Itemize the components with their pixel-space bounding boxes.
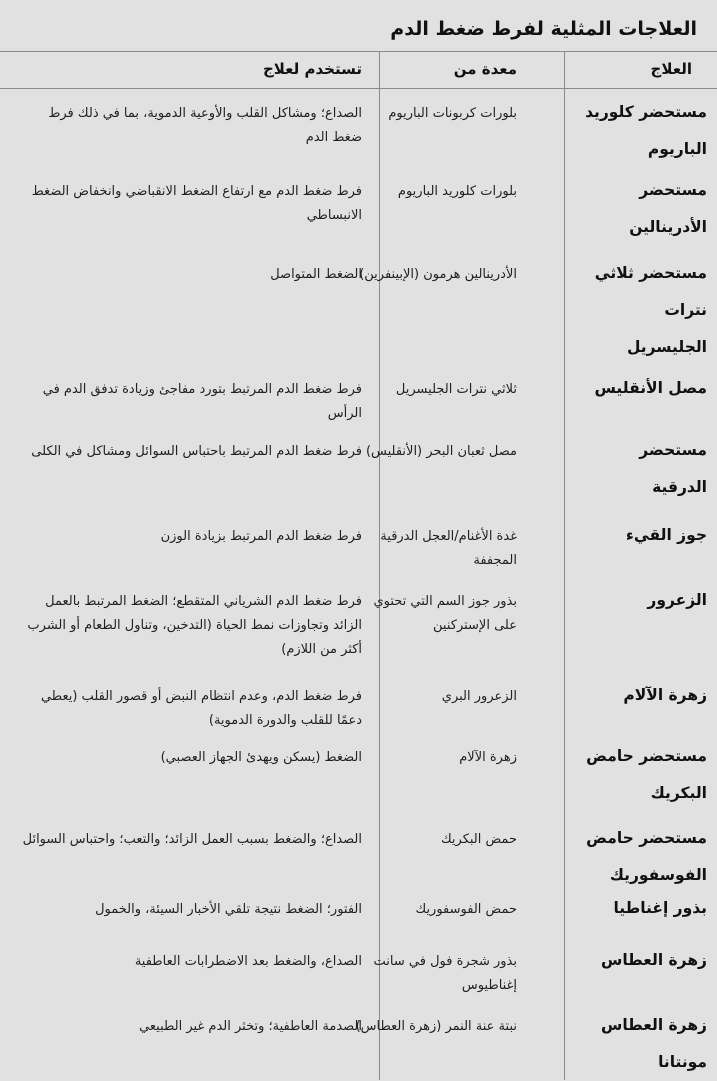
column-divider-1 [564, 52, 565, 1080]
prepared-from: ثلاثي نترات الجليسريل [395, 382, 517, 397]
prepared-from: زهرة الآلام [459, 750, 517, 765]
used-for: الصداع؛ ومشاكل القلب والأوعية الدموية، بما في ذلك فرط ضغط الدم [48, 106, 362, 145]
prepared-from: الزعرور البري [441, 689, 517, 704]
header-remedy: العلاج [650, 60, 692, 78]
prepared-from: بلورات كلوريد الباريوم [397, 184, 517, 199]
used-for: فرط ضغط الدم المرتبط بتورد مفاجئ وزيادة تدفق الدم في الرأس [42, 382, 362, 421]
prepared-from: بلورات كربونات الباريوم [388, 106, 517, 121]
used-for: فرط ضغط الدم، وعدم انتظام النبض أو قصور القلب (يعطي دعمًا للقلب والدورة الدموية) [40, 689, 362, 728]
header-divider [0, 88, 717, 89]
remedy-name: مستحضر حامض الفوسفوريك [586, 829, 707, 884]
used-for: فرط ضغط الدم المرتبط باحتباس السوائل ومشاكل في الكلى [31, 444, 362, 459]
used-for: فرط ضغط الدم الشرياني المتقطع؛ الضغط المرتبط بالعمل الزائد وتجاوزات نمط الحياة (التدخين، وتناول الطعام أو الشرب أكثر من اللازم) [27, 594, 362, 657]
prepared-from: حمض البكريك [440, 832, 517, 847]
used-for: فرط ضغط الدم مع ارتفاع الضغط الانقباضي وانخفاض الضغط الانبساطي [31, 184, 362, 223]
prepared-from: بذور جوز السم التي تحتوي على الإستركنين [373, 594, 517, 633]
prepared-from: نبتة عنة النمر (زهرة العطاس) [355, 1019, 517, 1034]
used-for: الصداع؛ والضغط بسبب العمل الزائد؛ والتعب؛ واحتباس السوائل [22, 832, 362, 847]
header-used-for: تستخدم لعلاج [262, 60, 362, 78]
prepared-from: غدة الأغنام/العجل الدرقية المجففة [380, 529, 517, 568]
used-for: فرط ضغط الدم المرتبط بزيادة الوزن [160, 529, 362, 544]
prepared-from: الأدرينالين هرمون (الإبينفرين) [359, 267, 517, 282]
remedy-name: جوز القيء [625, 526, 707, 544]
remedy-name: مستحضر الأدرينالين [629, 181, 707, 236]
page-title: العلاجات المثلية لفرط ضغط الدم [390, 18, 697, 40]
prepared-from: بذور شجرة فول في سانت إغناطيوس [373, 954, 517, 993]
remedies-table [0, 52, 717, 1080]
used-for: الفتور؛ الضغط نتيجة تلقي الأخبار السيئة، والخمول [95, 902, 362, 917]
used-for: الصدمة العاطفية؛ وتخثر الدم غير الطبيعي [139, 1019, 362, 1034]
remedy-name: مصل الأنقليس [594, 379, 707, 397]
remedy-name: زهرة العطاس [600, 951, 707, 969]
prepared-from: مصل ثعبان البحر (الأنقليس) [365, 444, 517, 459]
used-for: الضغط المتواصل [270, 267, 362, 282]
prepared-from: حمض الفوسفوريك [415, 902, 517, 917]
header-prepared-from: معدة من [453, 60, 517, 78]
remedy-name: مستحضر الدرقية [639, 441, 707, 496]
remedy-name: مستحضر ثلاثي نترات الجليسريل [594, 264, 707, 356]
remedy-name: الزعرور [647, 591, 707, 609]
used-for: الضغط (يسكن ويهدئ الجهاز العصبي) [160, 750, 362, 765]
remedy-name: مستحضر كلوريد الباريوم [585, 103, 707, 158]
used-for: الصداع، والضغط بعد الاضطرابات العاطفية [134, 954, 362, 969]
remedy-name: زهرة الآلام [623, 686, 707, 704]
remedy-name: بذور إغناطيا [613, 899, 707, 917]
remedy-name: مستحضر حامض البكريك [586, 747, 707, 802]
remedy-name: زهرة العطاس مونتانا [600, 1016, 707, 1071]
